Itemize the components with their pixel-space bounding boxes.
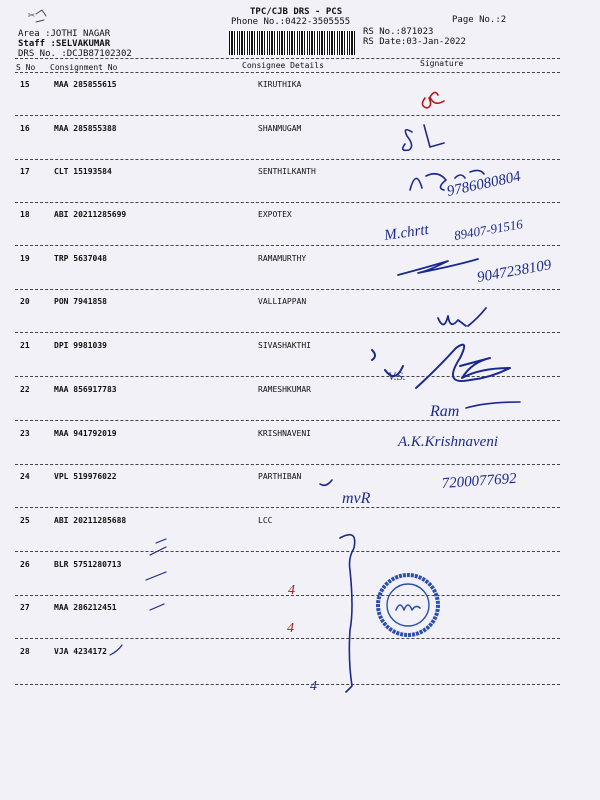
handwritten-phone-17: 9786080804	[445, 168, 523, 200]
row-sno: 19	[20, 254, 30, 263]
row-sno: 22	[20, 385, 30, 394]
mark-4: 4	[287, 621, 294, 636]
row-consignee: SHANMUGAM	[258, 124, 302, 133]
row-sno: 15	[20, 80, 30, 89]
col-signature: Signature	[420, 59, 464, 68]
company-stamp	[378, 575, 438, 635]
signature-row-15	[422, 92, 444, 108]
row-consignment: MAA 285855388	[54, 124, 117, 133]
mark-4: 4	[288, 583, 295, 598]
col-sno: S No	[16, 63, 36, 72]
row-consignee: KIRUTHIKA	[258, 80, 302, 89]
row-consignee: KRISHNAVENI	[258, 429, 311, 438]
row-consignment: VPL 519976022	[54, 472, 117, 481]
rs-date: RS Date:03-Jan-2022	[363, 37, 466, 47]
row-sno: 16	[20, 124, 30, 133]
row-consignment: BLR 5751280713	[54, 560, 122, 569]
document-title: TPC/CJB DRS - PCS	[250, 7, 343, 17]
staff-field: Staff :SELVAKUMAR	[18, 39, 111, 49]
handwritten-name-23: A.K.Krishnaveni	[398, 434, 498, 450]
row-sno: 18	[20, 210, 30, 219]
signature-row-17	[410, 169, 523, 200]
delivery-marks	[110, 535, 355, 694]
row-consignment: MAA 285855615	[54, 80, 117, 89]
row-consignment: VJA 4234172	[54, 647, 107, 656]
signature-row-16	[403, 125, 444, 150]
row-consignee: SENTHILKANTH	[258, 167, 316, 176]
row-consignment: DPI 9981039	[54, 341, 107, 350]
row-sno: 17	[20, 167, 30, 176]
signature-row-18	[382, 216, 524, 244]
row-consignment: MAA 856917783	[54, 385, 117, 394]
row-consignee: PARTHIBAN	[258, 472, 302, 481]
phone-number: Phone No.:0422-3505555	[231, 17, 351, 27]
rs-number: RS No.:871023	[363, 27, 434, 37]
signature-row-23	[397, 434, 498, 450]
row-sno: 24	[20, 472, 30, 481]
row-consignment: MAA 286212451	[54, 603, 117, 612]
row-consignee: RAMAMURTHY	[258, 254, 307, 263]
row-consignee: VALLIAPPAN	[258, 297, 307, 306]
row-sno: 21	[20, 341, 30, 350]
handwritten-phone-19: 9047238109	[475, 257, 553, 286]
drs-number: DRS No. :DCJB87102302	[18, 49, 132, 59]
row-sno: 26	[20, 560, 30, 569]
corner-mark-icon: ✂	[28, 8, 36, 22]
handwritten-name-22: Ram	[430, 403, 460, 420]
row-consignee: LCC	[258, 516, 273, 525]
row-sno: 28	[20, 647, 30, 656]
signature-row-20	[438, 308, 486, 326]
handwritten-sign-24: mvR	[342, 490, 371, 507]
signature-row-19	[398, 257, 553, 286]
row-consignee: SIVASHAKTHI	[258, 341, 311, 350]
row-consignment: ABI 20211285688	[54, 516, 127, 525]
handwritten-initials-21: V.S.	[388, 369, 406, 383]
col-consignment: Consignment No	[50, 63, 118, 72]
row-consignment: PON 7941858	[54, 297, 107, 306]
signature-row-22	[429, 402, 520, 420]
handwritten-phone-18: 89407-91516	[452, 216, 524, 243]
row-sno: 27	[20, 603, 30, 612]
corner-scribble	[36, 10, 46, 22]
row-consignment: TRP 5637048	[54, 254, 107, 263]
row-sno: 23	[20, 429, 30, 438]
row-sno: 20	[20, 297, 30, 306]
row-consignment: MAA 941792019	[54, 429, 117, 438]
area-field: Area :JOTHI NAGAR	[18, 29, 111, 39]
page-number: Page No.:2	[452, 15, 507, 25]
row-sno: 25	[20, 516, 30, 525]
mark-4: 4	[310, 679, 317, 694]
col-consignee: Consignee Details	[242, 61, 324, 70]
handwritten-name-18: M.chrtt	[383, 221, 430, 244]
row-consignment: ABI 20211285699	[54, 210, 127, 219]
handwritten-phone-24: 7200077692	[441, 470, 518, 492]
signature-row-21	[372, 345, 510, 388]
row-consignee: EXPOTEX	[258, 210, 292, 219]
row-consignment: CLT 15193584	[54, 167, 112, 176]
row-consignee: RAMESHKUMAR	[258, 385, 311, 394]
signature-row-24	[320, 471, 518, 507]
